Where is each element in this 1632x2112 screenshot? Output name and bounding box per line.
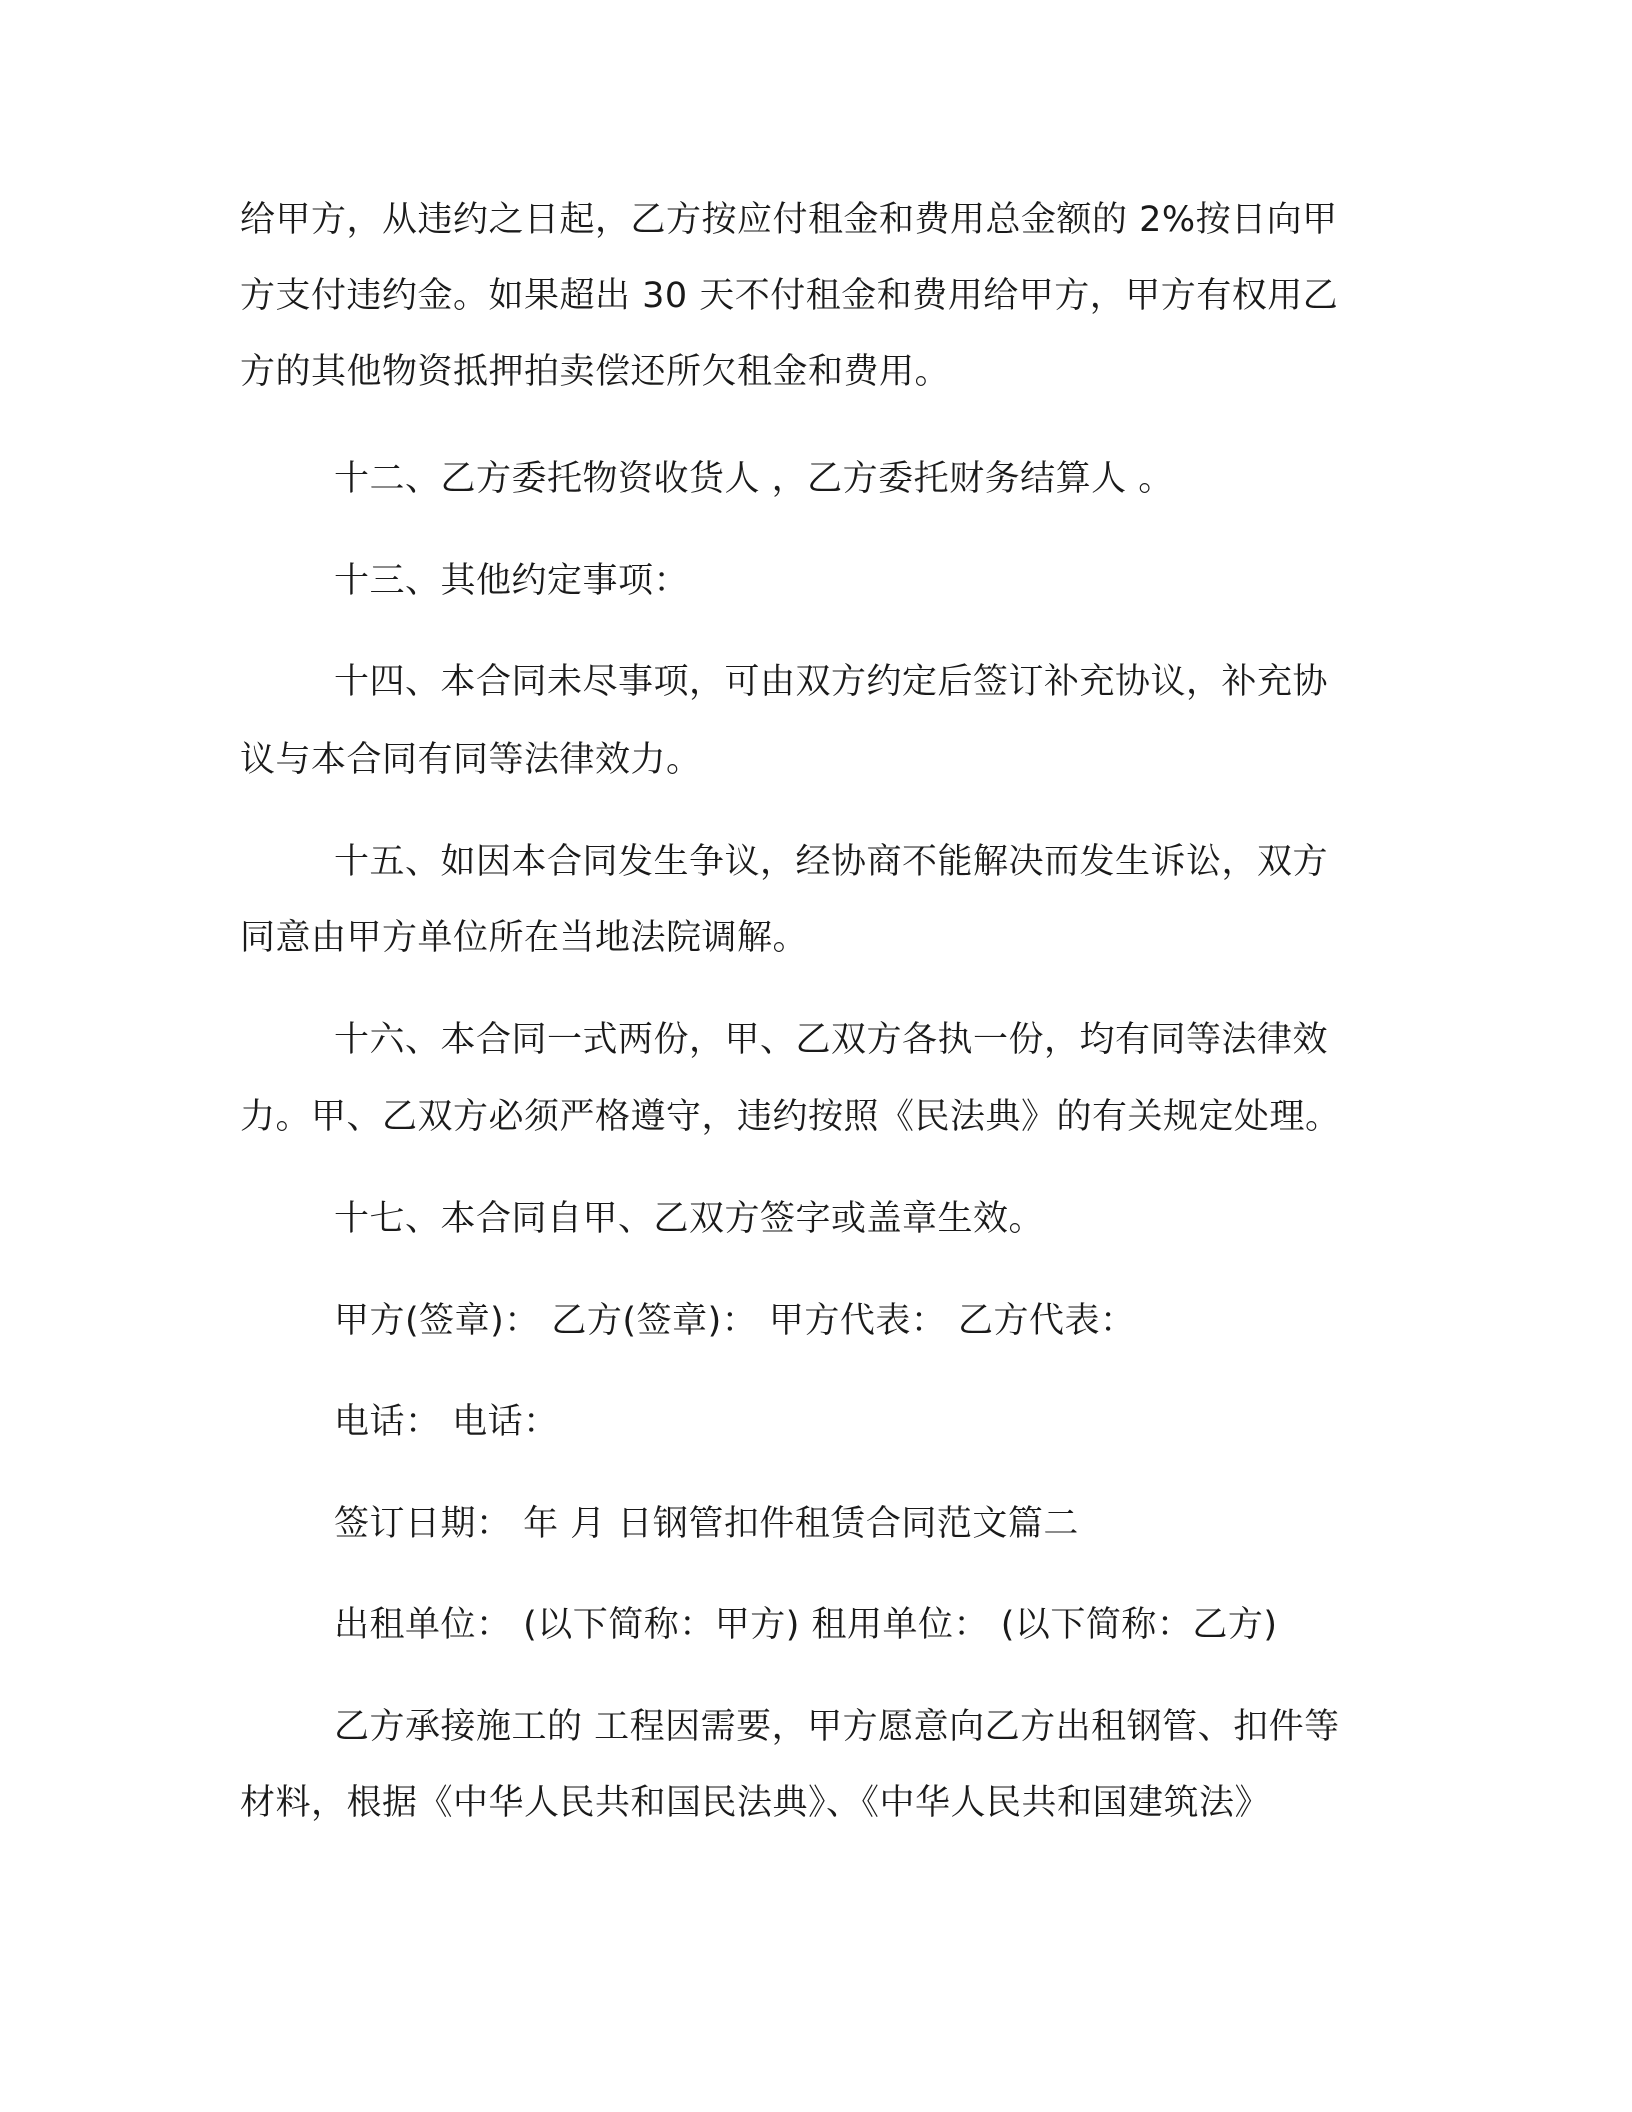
text-line: 方支付违约金。如果超出 30 天不付租金和费用给甲方，甲方有权用乙 xyxy=(240,276,1339,316)
text-line: 十四、本合同未尽事项，可由双方约定后签订补充协议，补充协 xyxy=(334,662,1329,702)
text-line: 甲方(签章)： 乙方(签章)： 甲方代表： 乙方代表： xyxy=(334,1301,1136,1341)
text-line: 十二、乙方委托物资收货人 ，乙方委托财务结算人 。 xyxy=(334,459,1174,499)
text-line: 十六、本合同一式两份，甲、乙双方各执一份，均有同等法律效 xyxy=(334,1020,1329,1060)
text-line: 力。甲、乙双方必须严格遵守，违约按照《民法典》的有关规定处理。 xyxy=(240,1097,1341,1137)
text-line: 给甲方，从违约之日起，乙方按应付租金和费用总金额的 2%按日向甲 xyxy=(240,200,1338,240)
text-line: 乙方承接施工的 工程因需要，甲方愿意向乙方出租钢管、扣件等 xyxy=(334,1707,1340,1747)
text-line: 方的其他物资抵押拍卖偿还所欠租金和费用。 xyxy=(240,352,951,392)
text-line: 电话： 电话： xyxy=(334,1402,559,1442)
text-line: 材料，根据《中华人民共和国民法典》、《中华人民共和国建筑法》 xyxy=(240,1783,1271,1823)
text-line: 出租单位： (以下简称：甲方) 租用单位： (以下简称：乙方) xyxy=(334,1605,1278,1645)
text-line: 十三、其他约定事项： xyxy=(334,561,690,601)
text-line: 十五、如因本合同发生争议，经协商不能解决而发生诉讼，双方 xyxy=(334,842,1329,882)
text-line: 议与本合同有同等法律效力。 xyxy=(240,740,702,780)
text-line: 签订日期： 年 月 日钢管扣件租赁合同范文篇二 xyxy=(334,1504,1079,1544)
text-line: 十七、本合同自甲、乙双方签字或盖章生效。 xyxy=(334,1199,1045,1239)
text-line: 同意由甲方单位所在当地法院调解。 xyxy=(240,918,809,958)
